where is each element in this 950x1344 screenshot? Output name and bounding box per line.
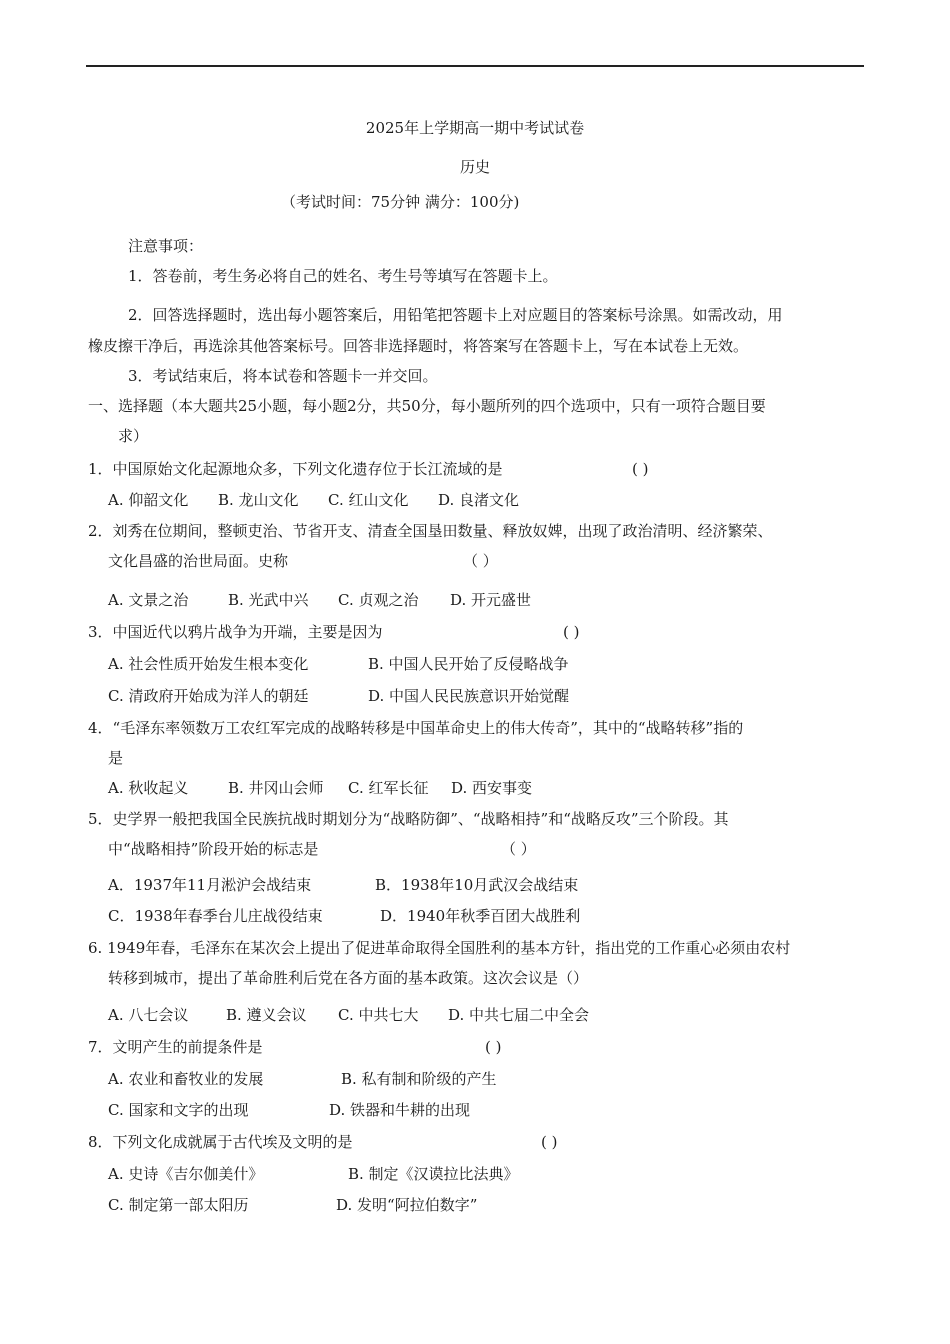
note-item-2-line-2: 橡皮擦干净后，再选涂其他答案标号。回答非选择题时，将答案写在答题卡上，写在本试卷上无效。 (88, 337, 749, 355)
question-5-option-d: D．1940年秋季百团大战胜利 (380, 907, 581, 925)
question-8-option-a: A. 史诗《吉尔伽美什》 (108, 1165, 264, 1183)
notes-heading: 注意事项： (128, 237, 204, 255)
question-8-option-b: B. 制定《汉谟拉比法典》 (348, 1165, 519, 1183)
note-item-2-line-1: 2．回答选择题时，选出每小题答案后，用铅笔把答题卡上对应题目的答案标号涂黑。如需改动，用 (128, 306, 783, 324)
question-2-answer-blank: （ ） (463, 552, 498, 570)
question-5-answer-blank: （ ） (501, 840, 536, 858)
question-7-option-d: D. 铁器和牛耕的出现 (329, 1101, 471, 1119)
question-4-option-d: D. 西安事变 (451, 779, 533, 797)
question-4-option-a: A. 秋收起义 (108, 779, 189, 797)
question-4-stem-line-1: 4．“毛泽东率领数万工农红军完成的战略转移是中国革命史上的伟大传奇”，其中的“战略转移”指的 (88, 719, 744, 737)
question-7-option-b: B. 私有制和阶级的产生 (341, 1070, 497, 1088)
section-heading-line-2: 求） (118, 427, 149, 445)
question-8-answer-blank: ( ) (541, 1133, 558, 1151)
question-6-option-d: D. 中共七届二中全会 (448, 1006, 590, 1024)
question-2-stem-line-2: 文化昌盛的治世局面。史称 (108, 552, 289, 570)
question-5-stem-line-1: 5．史学界一般把我国全民族抗战时期划分为“战略防御”、“战略相持”和“战略反攻”三个阶段。其 (88, 810, 729, 828)
question-2-option-a: A. 文景之治 (108, 591, 189, 609)
question-3-option-d: D. 中国人民民族意识开始觉醒 (368, 687, 570, 705)
question-1-stem: 1．中国原始文化起源地众多，下列文化遗存位于长江流域的是 (88, 460, 503, 478)
question-5-option-a: A．1937年11月淞沪会战结束 (108, 876, 312, 894)
question-3-option-a: A. 社会性质开始发生根本变化 (108, 655, 309, 673)
question-7-option-c: C. 国家和文字的出现 (108, 1101, 249, 1119)
section-heading-line-1: 一、选择题（本大题共25小题，每小题2分，共50分，每小题所列的四个选项中，只有一项符合题目要 (88, 397, 766, 415)
question-1-answer-blank: ( ) (632, 460, 649, 478)
exam-title: 2025年上学期高一期中考试试卷 (365, 119, 585, 137)
question-6-stem-line-2: 转移到城市，提出了革命胜利后党在各方面的基本政策。这次会议是（） (108, 969, 589, 987)
question-5-option-b: B．1938年10月武汉会战结束 (375, 876, 579, 894)
question-3-option-b: B. 中国人民开始了反侵略战争 (368, 655, 569, 673)
question-8-stem: 8．下列文化成就属于古代埃及文明的是 (88, 1133, 353, 1151)
question-1-option-a: A. 仰韶文化 (108, 491, 189, 509)
question-6-option-b: B. 遵义会议 (226, 1006, 307, 1024)
question-2-stem-line-1: 2．刘秀在位期间，整顿吏治、节省开支、清查全国垦田数量、释放奴婢，出现了政治清明、经济繁荣、 (88, 522, 773, 540)
question-4-option-c: C. 红军长征 (348, 779, 429, 797)
question-3-option-c: C. 清政府开始成为洋人的朝廷 (108, 687, 309, 705)
exam-info: （考试时间：75分钟 满分：100分) (281, 193, 520, 211)
subject-title: 历史 (459, 158, 490, 176)
top-rule (86, 65, 864, 67)
question-2-option-c: C. 贞观之治 (338, 591, 419, 609)
question-1-option-c: C. 红山文化 (328, 491, 409, 509)
question-5-stem-line-2: 中“战略相持”阶段开始的标志是 (108, 840, 319, 858)
question-6-option-a: A. 八七会议 (108, 1006, 189, 1024)
question-7-stem: 7．文明产生的前提条件是 (88, 1038, 263, 1056)
question-2-option-d: D. 开元盛世 (450, 591, 532, 609)
question-3-answer-blank: ( ) (563, 623, 580, 641)
question-1-option-b: B. 龙山文化 (218, 491, 299, 509)
question-6-stem-line-1: 6. 1949年春，毛泽东在某次会上提出了促进革命取得全国胜利的基本方针，指出党的工作重心必须由农村 (88, 939, 791, 957)
question-1-option-d: D. 良渚文化 (438, 491, 520, 509)
question-6-option-c: C. 中共七大 (338, 1006, 419, 1024)
question-4-option-b: B. 井冈山会师 (228, 779, 324, 797)
question-8-option-d: D. 发明“阿拉伯数字” (336, 1196, 478, 1214)
question-7-answer-blank: ( ) (485, 1038, 502, 1056)
question-5-option-c: C．1938年春季台儿庄战役结束 (108, 907, 323, 925)
note-item-1: 1．答卷前，考生务必将自己的姓名、考生号等填写在答题卡上。 (128, 267, 558, 285)
question-8-option-c: C. 制定第一部太阳历 (108, 1196, 249, 1214)
question-2-option-b: B. 光武中兴 (228, 591, 309, 609)
question-3-stem: 3．中国近代以鸦片战争为开端，主要是因为 (88, 623, 383, 641)
note-item-3: 3．考试结束后，将本试卷和答题卡一并交回。 (128, 367, 438, 385)
question-4-stem-line-2: 是 (108, 749, 124, 767)
question-7-option-a: A. 农业和畜牧业的发展 (108, 1070, 264, 1088)
